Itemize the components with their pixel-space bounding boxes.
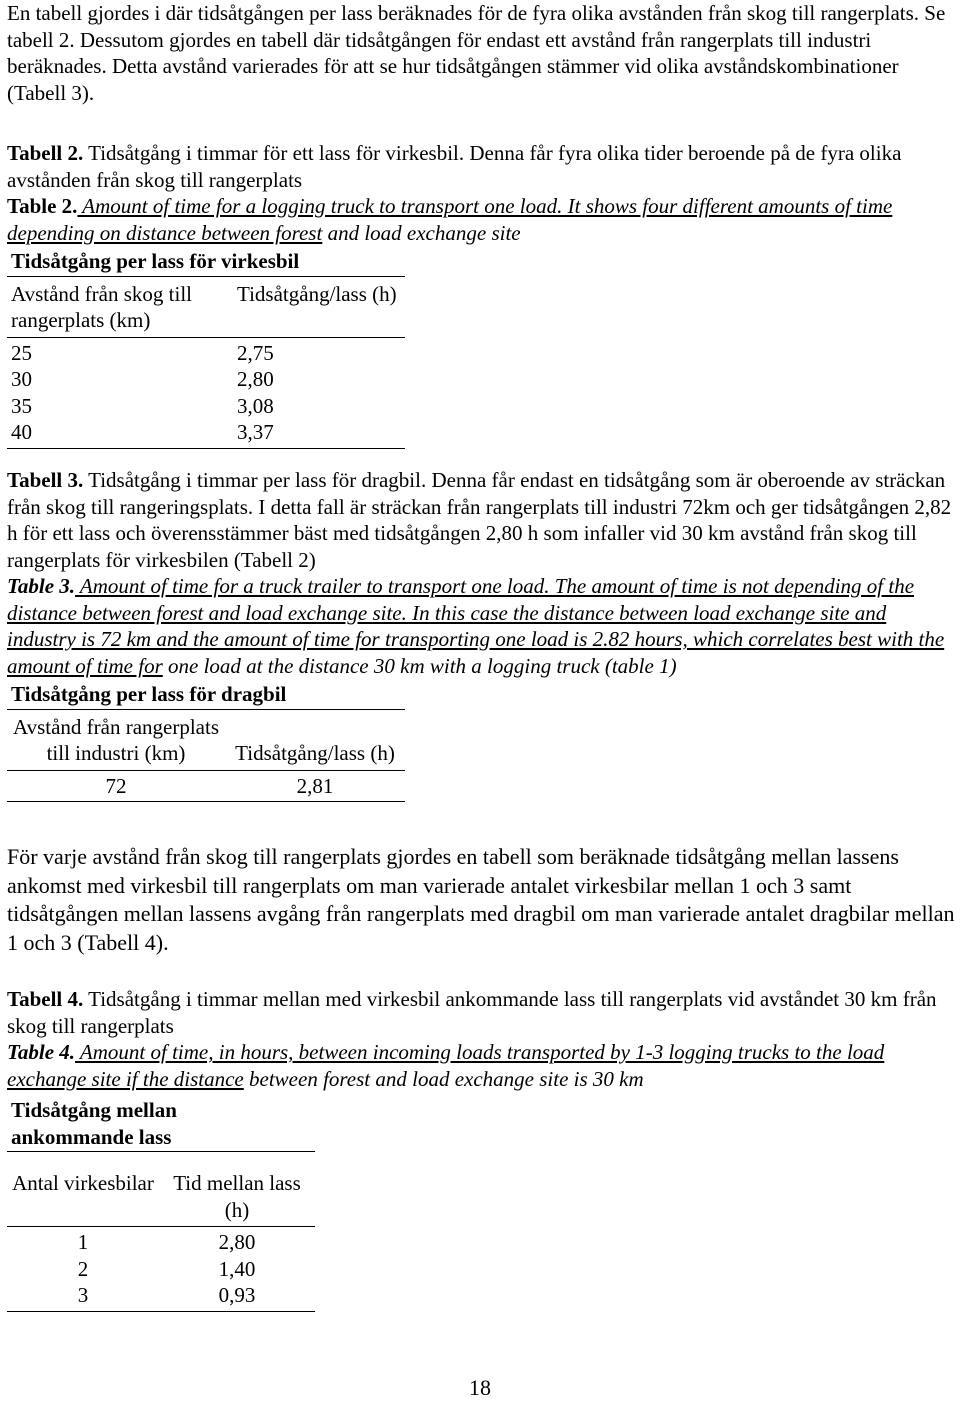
table2-en-caption-rest: and load exchange site — [322, 220, 521, 245]
table2-header-time: Tidsåtgång/lass (h) — [233, 276, 405, 337]
table2-cell: 3,37 — [233, 419, 405, 448]
table3-sv-label: Tabell 3. — [7, 468, 84, 492]
table4-cell: 3 — [7, 1282, 159, 1311]
table3-title: Tidsåtgång per lass för dragbil — [7, 681, 405, 709]
table-row — [7, 770, 405, 802]
table3-caption — [7, 467, 959, 679]
table2-en-label: Table 2. — [7, 194, 78, 218]
intro-text: En tabell gjordes i där tidsåtgången per lass beräknades för de fyra olika avstånden från skog till rangerplats. Se tabell 2. Dessutom gjordes en tabell där tidsåtgången för endast ett avstånd från rangerplats till industri beräknades. Detta avstånd varierades för att se hur tidsåtgången stämmer vid olika avståndskombinationer (Tabell 3). — [7, 1, 946, 105]
table2-cell: 35 — [11, 393, 32, 418]
table4-header-time: Tid mellan lass (h) — [159, 1152, 315, 1227]
table3-header-time: Tidsåtgång/lass (h) — [225, 709, 405, 770]
table4-title-text: Tidsåtgång mellan ankommande lass — [11, 1098, 177, 1149]
table2-cell: 40 — [7, 419, 233, 448]
table4-sv-caption-text: Tidsåtgång i timmar mellan med virkesbil ankommande lass till rangerplats vid avståndet 30 km från skog till rangerplats — [7, 987, 937, 1038]
table4-sv-label: Tabell 4. — [7, 987, 84, 1011]
table2-cell: 30 — [11, 367, 32, 391]
table2-cell: 2,75 — [237, 340, 274, 365]
table3-en-label: Table 3. — [7, 574, 76, 598]
table-row — [7, 1256, 315, 1283]
table4-en-label: Table 4. — [7, 1040, 76, 1064]
table2-header-distance: Avstånd från skog till rangerplats (km) — [7, 276, 233, 337]
table2-cell: 25 — [11, 340, 32, 365]
table2-cell: 3,08 — [237, 393, 274, 418]
table3-en-caption-rest: one load at the distance 30 km with a logging truck (table 1) — [162, 653, 677, 678]
table2-sv-caption — [7, 140, 959, 193]
table3-header-distance: Avstånd från rangerplats till industri (km) — [7, 709, 225, 770]
table4-cell: 0,93 — [159, 1282, 315, 1311]
table3-cell: 2,81 — [225, 770, 405, 802]
table4 — [7, 1097, 315, 1312]
table-row — [7, 1227, 315, 1256]
table4-cell: 1 — [77, 1230, 89, 1254]
table2-en-caption — [7, 193, 959, 246]
table-row — [7, 419, 405, 448]
table2-title: Tidsåtgång per lass för virkesbil — [7, 248, 405, 276]
table4-title — [7, 1097, 315, 1152]
table3-sv-caption-text: Tidsåtgång i timmar per lass för dragbil. Denna får endast en tidsåtgång som är oberoende av sträckan från skog till rangeringsplats. I detta fall är sträckan från rangerplats till industri 72km och ger tidsåtgången 2,82 h för ett lass och överensstämmer bäst med tidsåtgången 2,80 h som infaller vid 30 km avstånd från skog till rangerplats för virkesbilen (Tabell 2) — [7, 468, 952, 572]
table4-en-caption-rest: between forest and load exchange site is 30 km — [243, 1066, 644, 1091]
table-row — [7, 366, 405, 393]
table2-sv-caption-text: Tidsåtgång i timmar för ett lass för virkesbil. Denna får fyra olika tider beroende på de fyra olika avstånden från skog till rangerplats — [7, 141, 902, 192]
table3-en-caption — [7, 573, 959, 679]
table4-en-caption-underlined: Amount of time, in hours, between incoming loads transported by 1-3 logging trucks to the load exchange site if the distance — [7, 1040, 885, 1091]
table-row — [7, 337, 405, 366]
table3-en-caption-underlined: Amount of time for a truck trailer to transport one load. The amount of time is not depending of the distance between forest and load exchange site. In this case the distance between load exchange site and industry is 72 km and the amount of time for transporting one load is 2.82 hours, which correlates best with the amount of time for — [7, 574, 945, 678]
table3 — [7, 681, 405, 802]
table4-cell: 1,40 — [218, 1256, 256, 1281]
body-paragraph — [7, 843, 959, 958]
table2-sv-label: Tabell 2. — [7, 141, 84, 165]
table3-cell: 72 — [7, 770, 225, 802]
page-number: 18 — [469, 1375, 491, 1400]
table2-caption — [7, 140, 959, 246]
table-row — [7, 393, 405, 420]
table3-sv-caption — [7, 467, 959, 573]
table4-cell: 2 — [77, 1256, 89, 1281]
table-row — [7, 1282, 315, 1311]
table4-en-caption — [7, 1039, 959, 1092]
table4-header-count: Antal virkesbilar — [7, 1152, 159, 1227]
table2 — [7, 248, 405, 449]
table2-cell: 2,80 — [237, 367, 274, 391]
body-paragraph-text: För varje avstånd från skog till rangerplats gjordes en tabell som beräknade tidsåtgång mellan lassens ankomst med virkesbil till rangerplats om man varierade antalet virkesbilar mellan 1 och 3 samt tidsåtgången mellan lassens avgång från rangerplats med dragbil om man varierade antalet dragbilar mellan 1 och 3 (Tabell 4). — [7, 844, 955, 956]
table4-sv-caption — [7, 986, 959, 1039]
intro-paragraph — [7, 0, 959, 106]
table4-caption — [7, 986, 959, 1092]
table4-cell: 2,80 — [218, 1230, 256, 1254]
table2-en-caption-underlined: Amount of time for a logging truck to transport one load. It shows four different amounts of time depending on distance between forest — [7, 194, 893, 245]
